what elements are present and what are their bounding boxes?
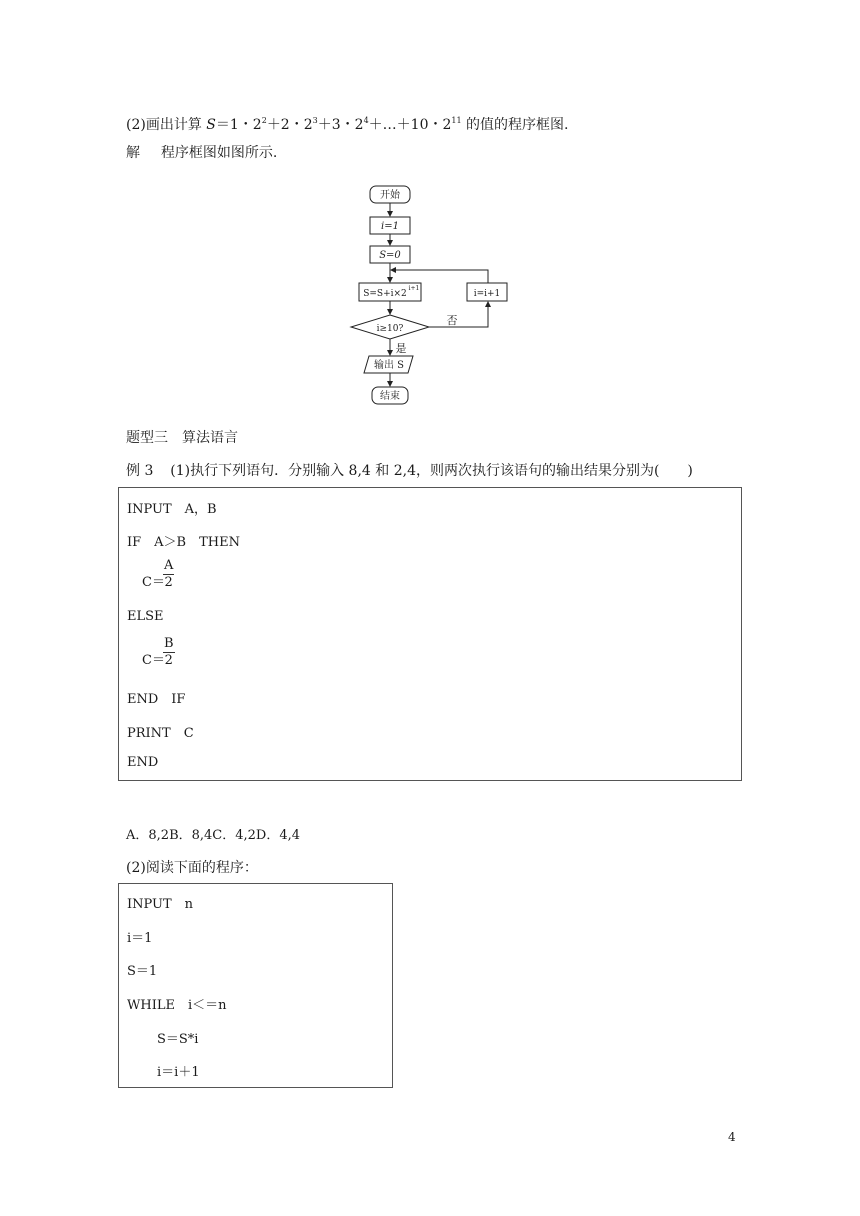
formula-exp: 11 [451,116,462,125]
formula-part: ＋2・2 [266,117,313,133]
code1-line-6: END IF [127,692,186,707]
formula-exp: 3 [312,116,318,125]
code2-line-6: i＝i＋1 [157,1065,200,1080]
flow-update-i-text: i=i+1 [473,289,501,299]
code2-line-2: i＝1 [127,931,153,946]
solution-label: 解 [126,145,140,161]
code1-line-5-prefix: C＝ [142,653,165,668]
code1-line-1: INPUT A，B [127,502,217,517]
code1-line-2: IF A＞B THEN [127,535,240,550]
problem-tail: 的值的程序框图. [466,117,569,133]
flow-output-text: 输出 S [373,360,405,371]
flow-yes-label: 是 [395,342,407,355]
fraction-denominator: 2 [164,575,173,590]
part2-label: (2)阅读下面的程序： [126,860,258,876]
code1-fraction-a [163,558,174,591]
problem-label: (2)画出计算 [126,117,202,133]
code1-fraction-b [163,636,175,669]
problem-statement [126,112,568,134]
flow-no-branch [429,302,488,327]
code-box-2 [118,883,393,1088]
section-title: 题型三 算法语言 [126,430,238,446]
example-label: 例 3 [126,463,154,479]
formula-part: ＝1・2 [215,117,262,133]
formula-s: S [206,117,216,133]
code2-line-3: S＝1 [127,964,158,979]
flow-no-label: 否 [446,314,458,327]
flowchart [340,180,540,410]
code1-line-8: END [127,755,159,770]
flow-init-i-text: i=1 [381,221,399,232]
page-number: 4 [728,1130,736,1144]
code2-line-1: INPUT n [127,897,194,912]
code-box-1 [118,487,742,781]
fraction-numerator: B [164,636,174,651]
flow-init-s-text: S=0 [379,250,401,261]
code1-line-3-prefix: C＝ [142,575,165,590]
solution-line [126,144,277,162]
formula [206,117,461,133]
flow-start-text: 开始 [380,190,400,201]
flow-update-s-exp: i+1 [408,285,420,292]
code1-line-7: PRINT C [127,726,194,741]
code1-line-4: ELSE [127,609,164,624]
flow-condition-text: i≥10? [376,324,404,334]
example-question-line [126,462,693,480]
formula-part: ＋…＋10・2 [368,117,452,133]
answer-options: A．8,2B．8,4C．4,2D．4,4 [126,828,301,843]
flow-update-s-text: S=S+i×2 [363,289,407,299]
solution-text: 程序框图如图所示. [160,145,278,161]
example-question: (1)执行下列语句．分别输入 8,4 和 2,4，则两次执行该语句的输出结果分别为( ) [170,463,693,479]
formula-part: ＋3・2 [317,117,364,133]
formula-exp: 2 [261,116,267,125]
code2-line-4: WHILE i＜＝n [127,998,227,1013]
code2-line-5: S＝S*i [157,1032,199,1047]
fraction-numerator: A [164,558,174,573]
flow-end-text: 结束 [380,391,400,402]
flow-loop-back [391,270,488,283]
fraction-denominator: 2 [164,653,173,668]
formula-exp: 4 [363,116,369,125]
